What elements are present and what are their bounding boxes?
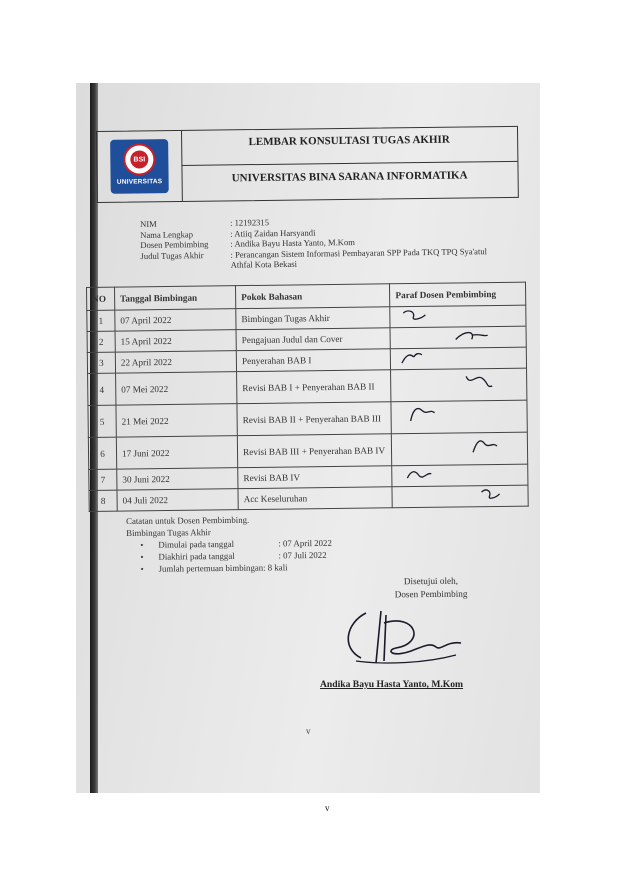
initials-signature <box>398 465 508 484</box>
university-logo <box>97 131 183 202</box>
logo-mark: BSI <box>130 150 148 168</box>
logo-emblem-icon <box>123 143 155 175</box>
notes-item-value: : 07 Juli 2022 <box>278 549 327 561</box>
row-topic: Revisi BAB II + Penyerahan BAB III <box>237 402 392 436</box>
notes-item-label: Diakhiri pada tanggal <box>158 550 235 562</box>
initials-signature <box>396 348 506 367</box>
row-date: 22 April 2022 <box>115 351 236 373</box>
row-topic: Revisi BAB III + Penyerahan BAB IV <box>237 434 392 468</box>
notes-item-end <box>126 549 332 563</box>
inner-page-number: v <box>306 726 311 736</box>
initials-signature <box>397 433 507 462</box>
logo-badge <box>110 139 169 194</box>
notes-item-label: Dimulai pada tanggal <box>158 538 235 550</box>
row-topic: Revisi BAB I + Penyerahan BAB II <box>237 370 392 404</box>
info-label: Nama Lengkap <box>140 228 194 240</box>
approval-line-2: Dosen Pembimbing <box>394 588 468 600</box>
info-value: : Perancangan Sistem Informasi Pembayaran SPP Pada TKQ TPQ Sya'atul Athfal Kota Bekasi <box>230 245 488 270</box>
row-number: 2 <box>87 331 115 352</box>
document-photo <box>76 83 540 793</box>
row-date: 04 Juli 2022 <box>117 489 238 511</box>
student-info <box>140 214 501 272</box>
consultation-sheet <box>92 83 540 793</box>
row-number: 7 <box>89 469 117 490</box>
row-topic: Acc Keseluruhan <box>238 487 393 510</box>
header-divider <box>181 161 517 166</box>
consultation-rows <box>87 305 528 511</box>
info-label: NIM <box>140 218 157 229</box>
approval-line-1: Disetujui oleh, <box>403 575 459 587</box>
initials-signature <box>396 327 506 346</box>
advisor-signature <box>336 603 476 673</box>
initials-signature <box>396 306 506 325</box>
document-title: LEMBAR KONSULTASI TUGAS AKHIR <box>248 133 450 149</box>
notes-item-value: : 07 April 2022 <box>278 537 332 549</box>
info-label: Judul Tugas Akhir <box>140 249 204 261</box>
row-signature <box>390 305 526 328</box>
row-number: 6 <box>88 437 116 469</box>
advisor-name: Andika Bayu Hasta Yanto, M.Kom <box>320 679 464 690</box>
page-number: v <box>325 803 330 813</box>
document-header <box>96 126 519 203</box>
row-number: 8 <box>89 490 117 511</box>
row-topic: Bimbingan Tugas Akhir <box>236 307 391 330</box>
row-date: 07 April 2022 <box>115 309 236 331</box>
row-number: 1 <box>87 310 115 331</box>
row-number: 5 <box>88 405 116 437</box>
column-header-no: NO <box>87 287 115 310</box>
row-signature <box>391 368 527 402</box>
notes-item-count <box>127 561 333 575</box>
bullet-icon: • <box>140 551 144 562</box>
logo-caption: UNIVERSITAS <box>116 178 163 186</box>
info-value: : 12192315 <box>229 217 270 228</box>
advisor-notes <box>126 513 332 575</box>
row-number: 4 <box>88 373 116 405</box>
info-row-thesis-title <box>140 245 500 271</box>
consultation-table <box>86 282 529 512</box>
row-signature <box>392 485 528 508</box>
row-signature <box>390 326 526 349</box>
row-date: 30 Juni 2022 <box>117 468 238 490</box>
table-row <box>88 432 527 469</box>
row-date: 17 Juni 2022 <box>116 436 238 469</box>
notes-title: Catatan untuk Dosen Pembimbing. <box>126 514 250 526</box>
approval-block <box>356 574 506 601</box>
row-topic: Penyerahan BAB I <box>236 349 391 372</box>
university-name: UNIVERSITAS BINA SARANA INFORMATIKA <box>231 169 468 185</box>
initials-signature <box>398 486 508 505</box>
table-row <box>88 400 527 437</box>
initials-signature <box>397 401 507 430</box>
row-date: 07 Mei 2022 <box>116 372 238 405</box>
bullet-icon: • <box>140 539 144 550</box>
info-value: : Andika Bayu Hasta Yanto, M.Kom <box>230 237 356 249</box>
row-topic: Revisi BAB IV <box>238 466 393 489</box>
table-row <box>89 485 528 511</box>
table-row <box>88 368 527 405</box>
info-value: : Atiiq Zaidan Harsyandi <box>230 227 316 239</box>
row-signature <box>392 464 528 487</box>
row-date: 15 April 2022 <box>115 330 236 352</box>
row-signature <box>391 347 527 370</box>
row-topic: Pengajuan Judul dan Cover <box>236 328 391 351</box>
notes-item-label: Jumlah pertemuan bimbingan <box>158 562 264 574</box>
row-signature <box>392 432 528 466</box>
row-number: 3 <box>87 352 115 373</box>
row-date: 21 Mei 2022 <box>116 404 238 437</box>
notes-subtitle: Bimbingan Tugas Akhir <box>126 527 211 538</box>
row-signature <box>391 400 527 434</box>
bullet-icon: • <box>140 563 144 574</box>
notes-item-value: : 8 kali <box>263 562 288 573</box>
column-header-date: Tanggal Bimbingan <box>114 286 235 310</box>
initials-signature <box>396 369 506 398</box>
info-label: Dosen Pembimbing <box>140 239 209 250</box>
column-header-signature: Paraf Dosen Pembimbing <box>390 282 526 307</box>
column-header-topic: Pokok Bahasan <box>236 284 391 309</box>
